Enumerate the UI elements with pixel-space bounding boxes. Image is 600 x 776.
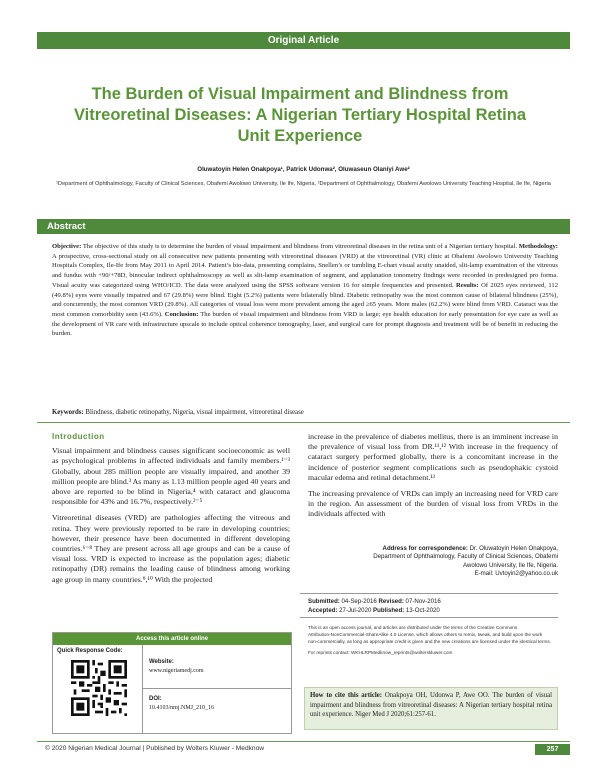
cite-label: How to cite this article: bbox=[310, 692, 383, 699]
website-link[interactable]: www.nigeriamedj.com bbox=[149, 668, 204, 674]
abstract-heading-bar bbox=[37, 219, 570, 234]
right-column bbox=[308, 432, 558, 526]
correspondence-line1: Department of Ophthalmology, Faculty of Clinical Sciences, Obafemi bbox=[373, 553, 558, 561]
accepted-label: Accepted: bbox=[308, 607, 338, 614]
access-divider-vertical bbox=[142, 645, 143, 733]
keywords-text: Blindness, diabetic retinopathy, Nigeria, visual impairment, vitreoretinal disease bbox=[83, 409, 304, 416]
author-affiliations: ¹Department of Ophthalmology, Faculty of Clinical Sciences, Obafemi Awolowo University, Ile Ife, Nigeria, ²Department of Ophthalmology, Obafemi Awolowo University Teaching Hospital, Ile Ife, Nigeria bbox=[56, 181, 551, 187]
correspondence-divider bbox=[300, 593, 558, 594]
article-type-banner: Original Article bbox=[37, 32, 570, 49]
abstract-heading: Abstract bbox=[47, 221, 86, 232]
license-notice bbox=[308, 624, 558, 656]
methodology-label: Methodology: bbox=[518, 243, 558, 250]
accepted-date: 27‑Jul‑2020 bbox=[337, 607, 374, 614]
qr-code-icon[interactable] bbox=[71, 660, 127, 716]
correspondence-name: Dr. Oluwatoyin Helen Onakpoya, bbox=[467, 545, 558, 552]
published-label: Published: bbox=[373, 607, 405, 614]
qr-label: Quick Response Code: bbox=[57, 648, 123, 654]
footer-divider bbox=[37, 741, 570, 742]
abstract-body bbox=[52, 242, 558, 339]
page-number: 257 bbox=[535, 744, 570, 755]
intro-paragraph-4: The increasing prevalence of VRDs can imply an increasing need for VRD care in the region. An assessment of the burden of visual loss from VRDs in the individuals affected with bbox=[308, 489, 558, 519]
access-divider-horizontal bbox=[142, 688, 291, 689]
article-title: The Burden of Visual Impairment and Blindness from Vitreoretinal Diseases: A Nigerian Tertiary Hospital Retina Unit Experience bbox=[73, 85, 527, 145]
methodology-text: A prospective, cross‑sectional study on all consecutive new patients presenting with vitreoretinal diseases (VRD) at the vitreoretinal (VR) clinic at Obafemi Awolowo University Teaching Hospitals Complex, Ile‑Ife from May 2011 to April 2014. Patient’s bio‑data, presenting complains, Snellen’s or tumbling E‑chart visual acuity unaided, slit‑lamp examination of the vitreous and fundus with +90/+78D, binocular indirect ophthalmoscopy as well as slit‑lamp examination of segment, and applanation tonometry findings were recorded in predesigned pro forma. Visual acuity was categorized using WHO/ICD. The data were analyzed using the SPSS software version 16 for simple frequencies and presented. bbox=[52, 252, 558, 289]
keywords-divider bbox=[37, 422, 570, 423]
article-dates bbox=[308, 597, 441, 615]
dates-divider bbox=[300, 617, 558, 618]
doi-label: DOI: bbox=[149, 696, 162, 702]
reprints-contact[interactable]: For reprints contact: WKHLRPMedknow_reprints@wolterskluwer.com bbox=[308, 649, 453, 655]
objective-label: Objective: bbox=[52, 243, 82, 250]
keywords-line bbox=[52, 409, 558, 416]
intro-paragraph-2: Vitreoretinal diseases (VRD) are pathologies affecting the vitreous and retina. They were previously reported to be rare in developing countries; however, their presence have been documented in different developing countries.⁶⁻⁸ They are present across all age groups and can be a cause of visual loss. VRD is expected to increase as the population ages; diabetic retinopathy (DR) remains the leading cause of blindness among working age group in many countries.⁹,¹⁰ With the projected bbox=[52, 513, 290, 584]
how-to-cite-box bbox=[304, 687, 558, 730]
footer-copyright: © 2020 Nigerian Medical Journal | Published by Wolters Kluwer ‑ Medknow bbox=[45, 745, 265, 752]
doi-link[interactable]: 10.4103/nmj.NMJ_210_16 bbox=[149, 705, 215, 711]
revised-label: Revised: bbox=[378, 598, 404, 605]
submitted-label: Submitted: bbox=[308, 598, 340, 605]
left-column bbox=[52, 432, 290, 591]
conclusion-text: The burden of visual impairment and blindness from VRD is large; eye health education for early presentation for eye care as well as the development of VR care with infrastructure upscale to include optical coherence tomography, laser, and surgical care for prompt diagnosis and treatment will be of benefit in reducing the burden. bbox=[52, 310, 558, 338]
intro-paragraph-1: Visual impairment and blindness causes significant socioeconomic as well as psychological problems in affected individuals and family members.¹⁻³ Globally, about 285 million people are visually impaired, and another 39 million people are blind.³ As many as 1.13 million people aged 40 years and above are reported to be blind in Nigeria,⁴ with cataract and glaucoma responsible for 43% and 16.7%, respectively.²⁻⁵ bbox=[52, 446, 290, 507]
published-date: 13‑Oct‑2020 bbox=[404, 607, 440, 614]
correspondence-email[interactable]: E‑mail: Uvtoyin2@yahoo.co.uk bbox=[474, 570, 558, 578]
author-list: Oluwatoyin Helen Onakpoya¹, Patrick Udonwa², Oluwaseun Olaniyi Awe² bbox=[197, 166, 410, 173]
correspondence-label: Address for correspondence: bbox=[382, 545, 468, 552]
submitted-date: 04‑Sep‑2016 bbox=[339, 598, 379, 605]
website-label: Website: bbox=[149, 659, 174, 665]
cite-text: Onakpoya OH, Udonwa P, Awe OO. The burden of visual impairment and blindness from vitreoretinal diseases: A Nigerian tertiary hospital retina unit experience. Niger Med J 2020;61:257‑61. bbox=[310, 692, 552, 719]
objective-text: The objective of this study is to determine the burden of visual impairment and blindness from vitreoretinal diseases in the retina unit of a Nigerian tertiary hospital. bbox=[81, 243, 519, 250]
access-heading: Access this article online bbox=[53, 633, 291, 645]
intro-paragraph-3: increase in the prevalence of diabetes mellitus, there is an imminent increase in the prevalence of visual loss from DR.¹¹,¹² With increase in the frequency of cataract surgery performed globally, there is a concomitant increase in the incidence of posterior segment complications such as pseudophakic cystoid macular edema and retinal detachment.¹³ bbox=[308, 432, 558, 482]
revised-date: 07‑Nov‑2016 bbox=[403, 598, 441, 605]
results-text: Of 2025 eyes reviewed, 112 (49.8%) eyes were visually impaired and 67 (29.8%) were blind. Eight (5.2%) patients were bilaterally blind. Diabetic retinopathy was the most common cause of bilateral blindness (25%), and concurrently, the most common VRD (29.8%). All categories of visual loss were more prevalent among the aged ≥65 years. More males (62.2%) were blind from VRD. Cataract was the most common comorbidity seen (43.6%). bbox=[52, 281, 559, 318]
access-online-box bbox=[52, 632, 292, 734]
license-text: This is an open access journal, and articles are distributed under the terms of the Creative Commons Attribution‑NonCommercial‑ShareAlike 4.0 License, which allows others to remix, tweak, and build upon the work non‑commercially, as long as appropriate credit is given and the new creations are licensed under the identical terms. bbox=[308, 625, 552, 645]
conclusion-label: Conclusion: bbox=[164, 310, 199, 318]
results-label: Results: bbox=[455, 281, 479, 289]
correspondence-line2: Awolowo University, Ile Ife, Nigeria. bbox=[463, 561, 558, 569]
correspondence-block bbox=[308, 545, 558, 579]
keywords-label: Keywords: bbox=[52, 409, 84, 416]
introduction-heading: Introduction bbox=[52, 432, 105, 441]
